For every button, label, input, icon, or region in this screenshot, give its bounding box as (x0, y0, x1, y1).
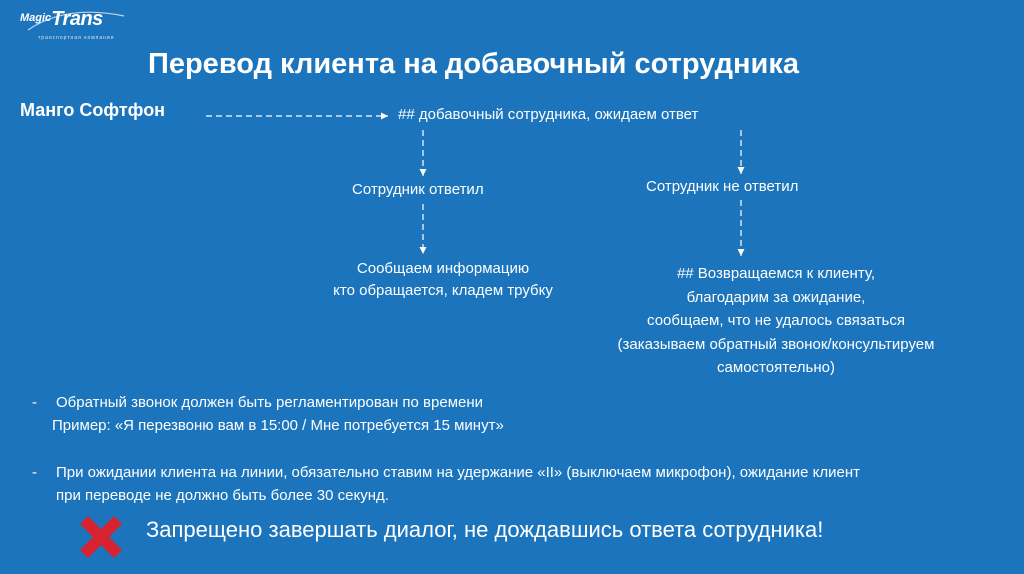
answered-action-line: кто обращается, кладем трубку (333, 282, 553, 299)
red-cross-icon (74, 510, 128, 564)
not-answered-action-line: благодарим за ожидание, (686, 288, 866, 306)
not-answered-action (566, 262, 986, 380)
answered-node: Сотрудник ответил (352, 181, 484, 198)
note-marker: - (32, 464, 37, 481)
source-node: Манго Софтфон (20, 100, 166, 120)
note-line: Пример: «Я перезвоню вам в 15:00 / Мне потребуется 15 минут» (52, 417, 504, 434)
note-line: Обратный звонок должен быть регламентирован по времени (56, 394, 484, 411)
not-answered-action-line: (заказываем обратный звонок/консультируем (617, 335, 935, 353)
logo-tagline: транспортная компания (38, 35, 115, 41)
note-line: При ожидании клиента на линии, обязательно ставим на удержание «II» (выключаем микрофон), ожидание клиент (56, 464, 861, 481)
answered-action-line: Сообщаем информацию (356, 260, 530, 277)
note-marker: - (32, 394, 37, 411)
warning-text: Запрещено завершать диалог, не дождавшись ответа сотрудника! (146, 517, 824, 542)
not-answered-action-line: сообщаем, что не удалось связаться (647, 312, 905, 329)
page-title: Перевод клиента на добавочный сотрудника (148, 48, 799, 80)
not-answered-action-line: самостоятельно) (717, 359, 835, 376)
not-answered-node: Сотрудник не ответил (646, 178, 799, 195)
extension-node: ## добавочный сотрудника, ожидаем ответ (398, 106, 699, 123)
answered-action (298, 258, 588, 302)
not-answered-action-line: ## Возвращаемся к клиенту, (676, 265, 876, 282)
logo-name: Trans (51, 8, 103, 30)
logo-prefix: Magic (20, 12, 52, 24)
logo-wordmark (20, 8, 103, 30)
company-logo (20, 8, 130, 41)
note-line: при переводе не должно быть более 30 секунд. (56, 487, 389, 504)
